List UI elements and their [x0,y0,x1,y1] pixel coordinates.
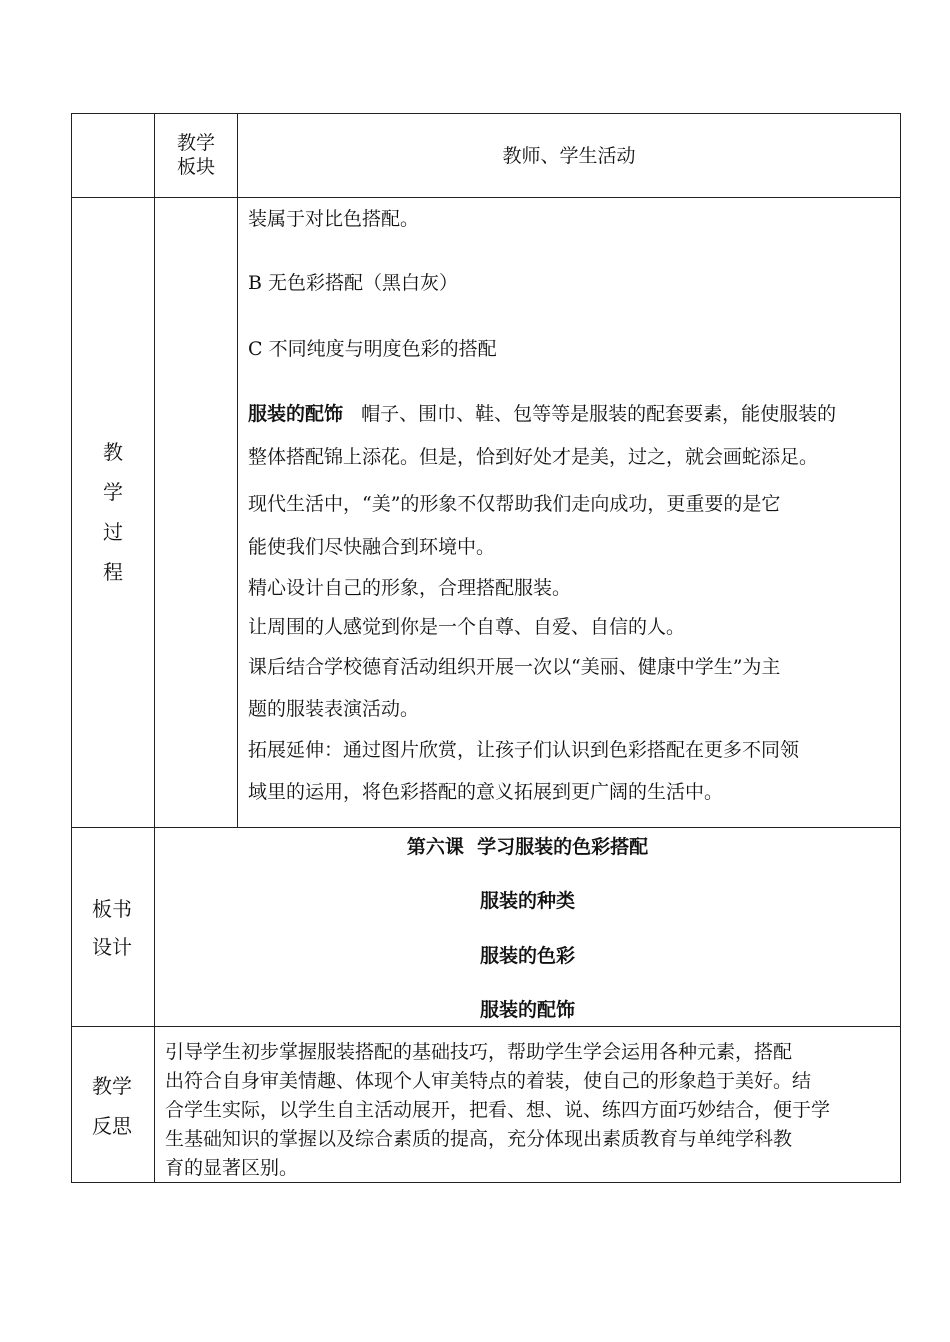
column-divider [237,113,238,828]
table-border-top [71,113,901,114]
board-item: 服装的种类 [479,890,575,912]
column-divider [154,113,155,1183]
process-label-char: 学 [103,480,123,504]
process-label-char: 过 [103,520,123,544]
board-label-line1: 板书 [92,897,132,921]
reflection-line: 生基础知识的掌握以及综合素质的提高，充分体现出素质教育与单纯学科教 [165,1128,793,1150]
reflection-line: 育的显著区别。 [165,1157,299,1179]
row-divider [71,1026,901,1027]
board-item: 服装的配饰 [479,999,575,1021]
process-line: 拓展延伸：通过图片欣赏，让孩子们认识到色彩搭配在更多不同领 [248,739,800,761]
process-line: 题的服装表演活动。 [248,698,420,720]
board-item: 服装的色彩 [479,945,575,967]
process-line: 装属于对比色搭配。 [248,208,420,230]
table-border-right [900,113,901,1183]
process-line: 现代生活中，“美”的形象不仅帮助我们走向成功，更重要的是它 [248,493,781,515]
header-activities: 教师、学生活动 [502,145,636,167]
header-block-line2: 板块 [177,156,216,178]
process-label-char: 教 [103,440,123,464]
header-block-label [177,131,215,179]
header-block-line1: 教学 [177,132,216,154]
row-divider [71,197,901,198]
reflection-line: 出符合自身审美情趣、体现个人审美特点的着装，使自己的形象趋于美好。结 [165,1070,812,1092]
reflection-line: 引导学生初步掌握服装搭配的基础技巧，帮助学生学会运用各种元素，搭配 [165,1041,793,1063]
process-label-char: 程 [103,560,123,584]
accessory-heading: 服装的配饰 [248,403,344,425]
board-label [92,890,132,966]
reflection-label-line2: 反思 [92,1114,132,1138]
board-label-line2: 设计 [92,935,132,959]
reflection-label [92,1066,132,1146]
process-line: 课后结合学校德育活动组织开展一次以“美丽、健康中学生”为主 [248,656,781,678]
table-border-left [71,113,72,1183]
process-accessory-line [248,399,836,426]
reflection-label-line1: 教学 [92,1074,132,1098]
process-line: B 无色彩搭配（黑白灰） [248,272,459,294]
process-line: 让周围的人感觉到你是一个自尊、自爱、自信的人。 [248,616,686,638]
accessory-text: 帽子、围巾、鞋、包等等是服装的配套要素，能使服装的 [361,403,837,425]
process-line: C 不同纯度与明度色彩的搭配 [248,338,497,360]
process-line: 域里的运用，将色彩搭配的意义拓展到更广阔的生活中。 [248,781,724,803]
process-line: 整体搭配锦上添花。但是，恰到好处才是美，过之，就会画蛇添足。 [248,446,819,468]
reflection-line: 合学生实际，以学生自主活动展开，把看、想、说、练四方面巧妙结合，便于学 [165,1099,831,1121]
process-line: 能使我们尽快融合到环境中。 [248,536,496,558]
row-divider [71,827,901,828]
table-border-bottom [71,1182,901,1183]
board-title: 第六课 学习服装的色彩搭配 [406,836,649,858]
process-line: 精心设计自己的形象，合理搭配服装。 [248,577,572,599]
